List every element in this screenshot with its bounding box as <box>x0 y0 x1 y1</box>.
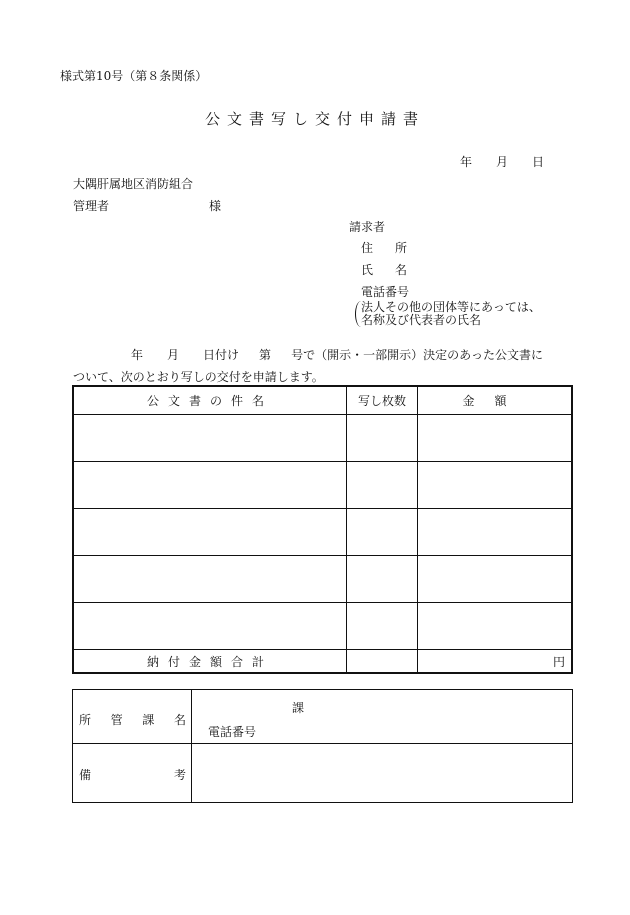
header-amount: 金額 <box>418 386 573 415</box>
copy-items-table <box>72 385 573 674</box>
row-sheets-cell[interactable] <box>347 556 418 603</box>
row-amount-cell[interactable] <box>418 603 573 650</box>
name-char-2: 名 <box>395 263 408 277</box>
requester-label: 請求者 <box>349 220 386 234</box>
total-sheets-cell <box>347 650 418 674</box>
table-row <box>73 415 572 462</box>
row-title-cell[interactable] <box>73 603 347 650</box>
section-suffix: 課 <box>292 701 305 715</box>
corporate-note-line-2: 名称及び代表者の氏名 <box>361 313 482 327</box>
row-title-cell[interactable] <box>73 556 347 603</box>
row-title-cell[interactable] <box>73 462 347 509</box>
requester-corporate-note <box>355 301 547 327</box>
statement-month: 月 <box>167 348 180 362</box>
requester-name-label <box>361 264 407 276</box>
department-phone-label: 電話番号 <box>208 725 257 739</box>
request-statement <box>73 344 573 388</box>
row-title-cell[interactable] <box>73 415 347 462</box>
name-char-1: 氏 <box>361 263 374 277</box>
row-sheets-cell[interactable] <box>347 462 418 509</box>
statement-line-1-rest: 号で（開示・一部開示）決定のあった公文書に <box>291 348 543 362</box>
total-amount-label: 納付金額合計 <box>73 650 347 674</box>
table-row <box>73 603 572 650</box>
open-paren-bracket <box>355 301 362 327</box>
addressee-manager: 管理者 <box>73 199 110 213</box>
statement-line-2: ついて、次のとおり写しの交付を申請します。 <box>73 370 324 384</box>
statement-year: 年 <box>131 348 144 362</box>
header-document-title: 公文書の件名 <box>73 386 347 415</box>
table-row <box>73 556 572 603</box>
remarks-label-cell <box>73 744 192 803</box>
total-amount-yen[interactable]: 円 <box>418 650 573 674</box>
date-line <box>460 156 544 168</box>
addressee-organization: 大隅肝属地区消防組合 <box>73 177 194 191</box>
table-row <box>73 509 572 556</box>
header-copy-sheets: 写し枚数 <box>347 386 418 415</box>
remarks-label-char-2: 考 <box>173 768 186 782</box>
row-amount-cell[interactable] <box>418 462 573 509</box>
row-title-cell[interactable] <box>73 509 347 556</box>
department-label-cell <box>73 690 192 744</box>
row-amount-cell[interactable] <box>418 509 573 556</box>
requester-address-label <box>361 242 407 254</box>
department-row <box>73 690 573 744</box>
remarks-value-cell[interactable] <box>192 744 573 803</box>
department-value-cell[interactable] <box>192 690 573 744</box>
remarks-label-char-1: 備 <box>79 768 92 782</box>
table-header-row <box>73 386 572 415</box>
row-sheets-cell[interactable] <box>347 603 418 650</box>
dept-label-char-2: 管 <box>110 713 123 727</box>
dept-label-char-3: 課 <box>142 713 155 727</box>
addressee-honorific: 様 <box>209 199 222 213</box>
address-char-2: 所 <box>395 241 408 255</box>
date-month-label: 月 <box>496 155 509 169</box>
dept-label-char-4: 名 <box>173 713 186 727</box>
row-amount-cell[interactable] <box>418 556 573 603</box>
statement-day-dated: 日付け <box>203 348 240 362</box>
statement-line-1 <box>73 344 573 366</box>
dept-label-char-1: 所 <box>79 713 92 727</box>
form-number: 様式第10号（第８条関係） <box>60 69 208 83</box>
remarks-row <box>73 744 573 803</box>
table-row <box>73 462 572 509</box>
row-sheets-cell[interactable] <box>347 415 418 462</box>
total-row <box>73 650 572 674</box>
row-sheets-cell[interactable] <box>347 509 418 556</box>
requester-phone-label: 電話番号 <box>361 285 410 299</box>
date-year-label: 年 <box>460 155 473 169</box>
statement-number-prefix: 第 <box>259 348 272 362</box>
address-char-1: 住 <box>361 241 374 255</box>
department-table <box>72 689 573 803</box>
date-day-label: 日 <box>532 155 545 169</box>
corporate-note-line-1: 法人その他の団体等にあっては、 <box>361 300 541 314</box>
document-title: 公文書写し交付申請書 <box>204 110 425 128</box>
row-amount-cell[interactable] <box>418 415 573 462</box>
